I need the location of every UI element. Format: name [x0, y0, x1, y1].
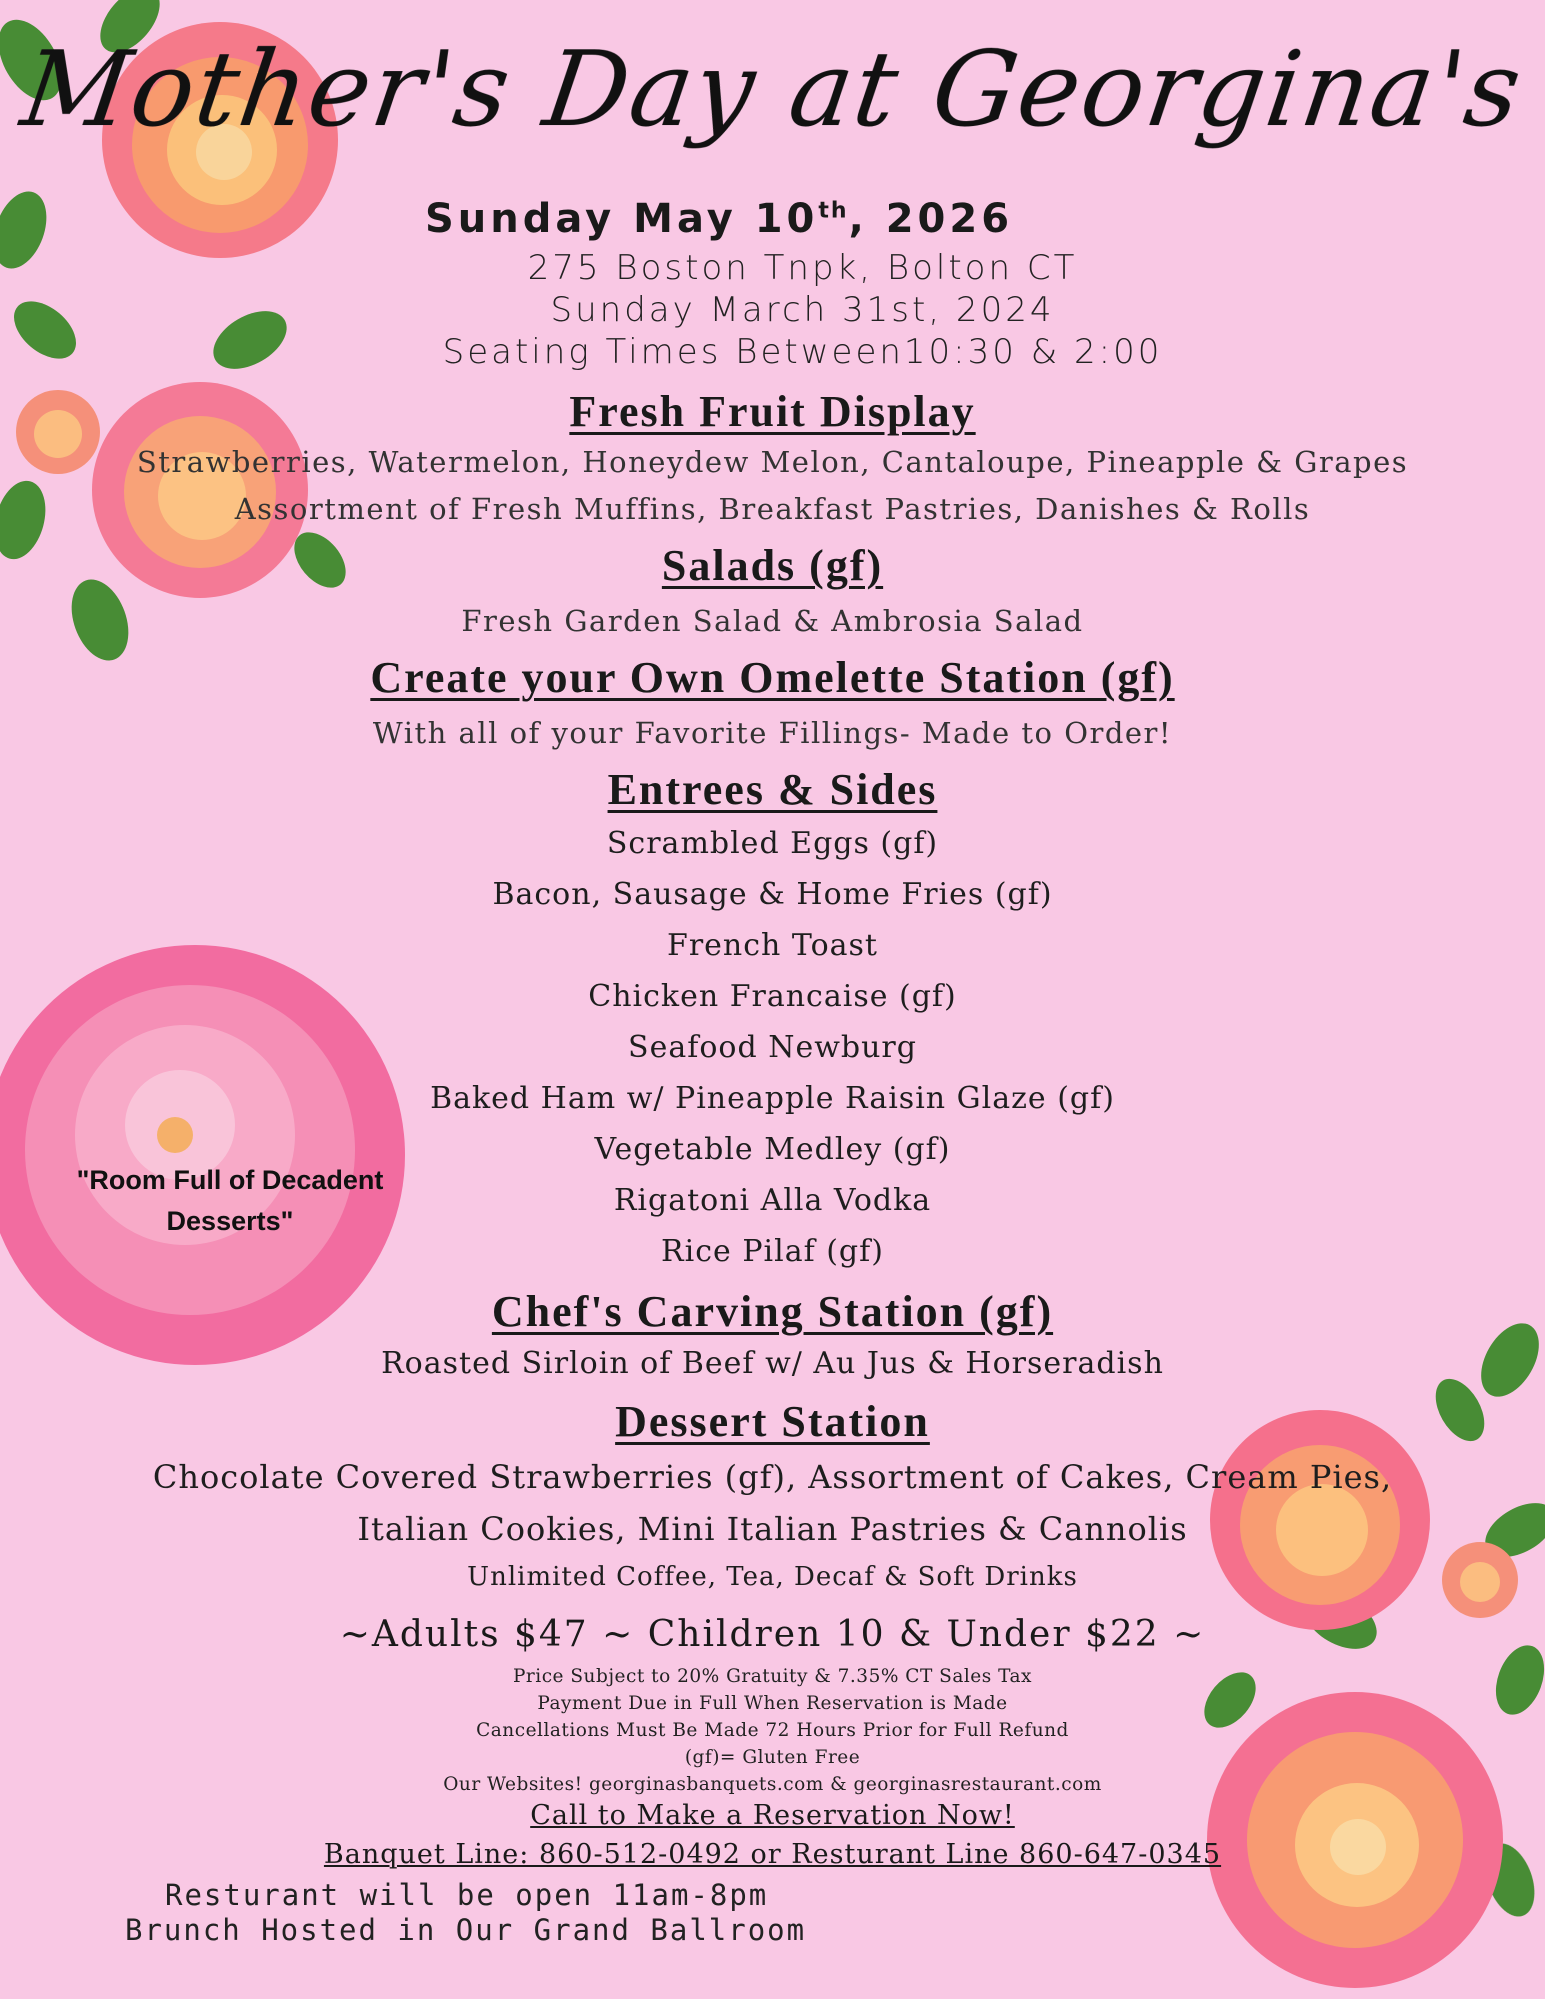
section-carving: Chef's Carving Station (gf): [491, 1287, 1054, 1336]
entree-item: Rigatoni Alla Vodka: [613, 1183, 932, 1218]
page-title: Mother's Day at Georgina's: [14, 28, 1531, 150]
fine-print-line: Payment Due in Full When Reservation is Made: [537, 1693, 1008, 1714]
fruit-line-1: Strawberries, Watermelon, Honeydew Melon, Cantaloupe, Pineapple & Grapes: [136, 445, 1409, 479]
dessert-line-3: Unlimited Coffee, Tea, Decaf & Soft Drinks: [467, 1562, 1078, 1592]
entree-item: Vegetable Medley (gf): [594, 1132, 951, 1167]
restaurant-hours: Resturant will be open 11am-8pm: [165, 1878, 769, 1912]
fruit-line-2: Assortment of Fresh Muffins, Breakfast Pastries, Danishes & Rolls: [234, 492, 1311, 526]
section-fresh-fruit: Fresh Fruit Display: [569, 387, 976, 436]
seating-times: Seating Times Between10:30 & 2:00: [442, 332, 1163, 372]
carving-line: Roasted Sirloin of Beef w/ Au Jus & Horseradish: [381, 1346, 1164, 1381]
dessert-callout-line-2: Desserts": [166, 1206, 294, 1236]
section-salads: Salads (gf): [661, 541, 884, 590]
entree-item: French Toast: [667, 928, 878, 963]
dessert-line-2: Italian Cookies, Mini Italian Pastries & Cannolis: [357, 1510, 1188, 1548]
reservation-cta: Call to Make a Reservation Now!: [530, 1800, 1015, 1831]
phone-numbers: Banquet Line: 860-512-0492 or Resturant Line 860-647-0345: [323, 1839, 1222, 1870]
entree-item: Chicken Francaise (gf): [588, 979, 957, 1014]
entree-item: Baked Ham w/ Pineapple Raisin Glaze (gf): [430, 1081, 1115, 1116]
entree-item: Scrambled Eggs (gf): [606, 826, 939, 861]
section-dessert: Dessert Station: [615, 1397, 930, 1446]
entree-item: Bacon, Sausage & Home Fries (gf): [492, 877, 1053, 912]
fine-print-line: Cancellations Must Be Made 72 Hours Prior for Full Refund: [476, 1720, 1069, 1741]
dessert-callout: [40, 1160, 420, 1242]
old-date: Sunday March 31st, 2024: [550, 290, 1055, 330]
entree-item: Seafood Newburg: [628, 1030, 917, 1065]
section-entrees: Entrees & Sides: [607, 765, 938, 814]
brunch-location: Brunch Hosted in Our Grand Ballroom: [125, 1913, 807, 1947]
websites-line: Our Websites! georginasbanquets.com & georginasrestaurant.com: [443, 1774, 1102, 1795]
pricing: ~Adults $47 ~ Children 10 & Under $22 ~: [339, 1614, 1206, 1655]
fine-print-line: (gf)= Gluten Free: [684, 1747, 861, 1768]
omelette-line: With all of your Favorite Fillings- Made to Order!: [372, 716, 1173, 750]
fine-print-line: Price Subject to 20% Gratuity & 7.35% CT Sales Tax: [512, 1666, 1032, 1687]
dessert-callout-line-1: "Room Full of Decadent: [76, 1165, 384, 1195]
event-date: Sunday May 10th, 2026: [425, 196, 1014, 242]
address: 275 Boston Tnpk, Bolton CT: [527, 248, 1078, 288]
section-omelette: Create your Own Omelette Station (gf): [370, 653, 1175, 702]
salads-line: Fresh Garden Salad & Ambrosia Salad: [461, 604, 1084, 638]
dessert-line-1: Chocolate Covered Strawberries (gf), Assortment of Cakes, Cream Pies,: [152, 1458, 1393, 1496]
entree-item: Rice Pilaf (gf): [661, 1234, 884, 1269]
